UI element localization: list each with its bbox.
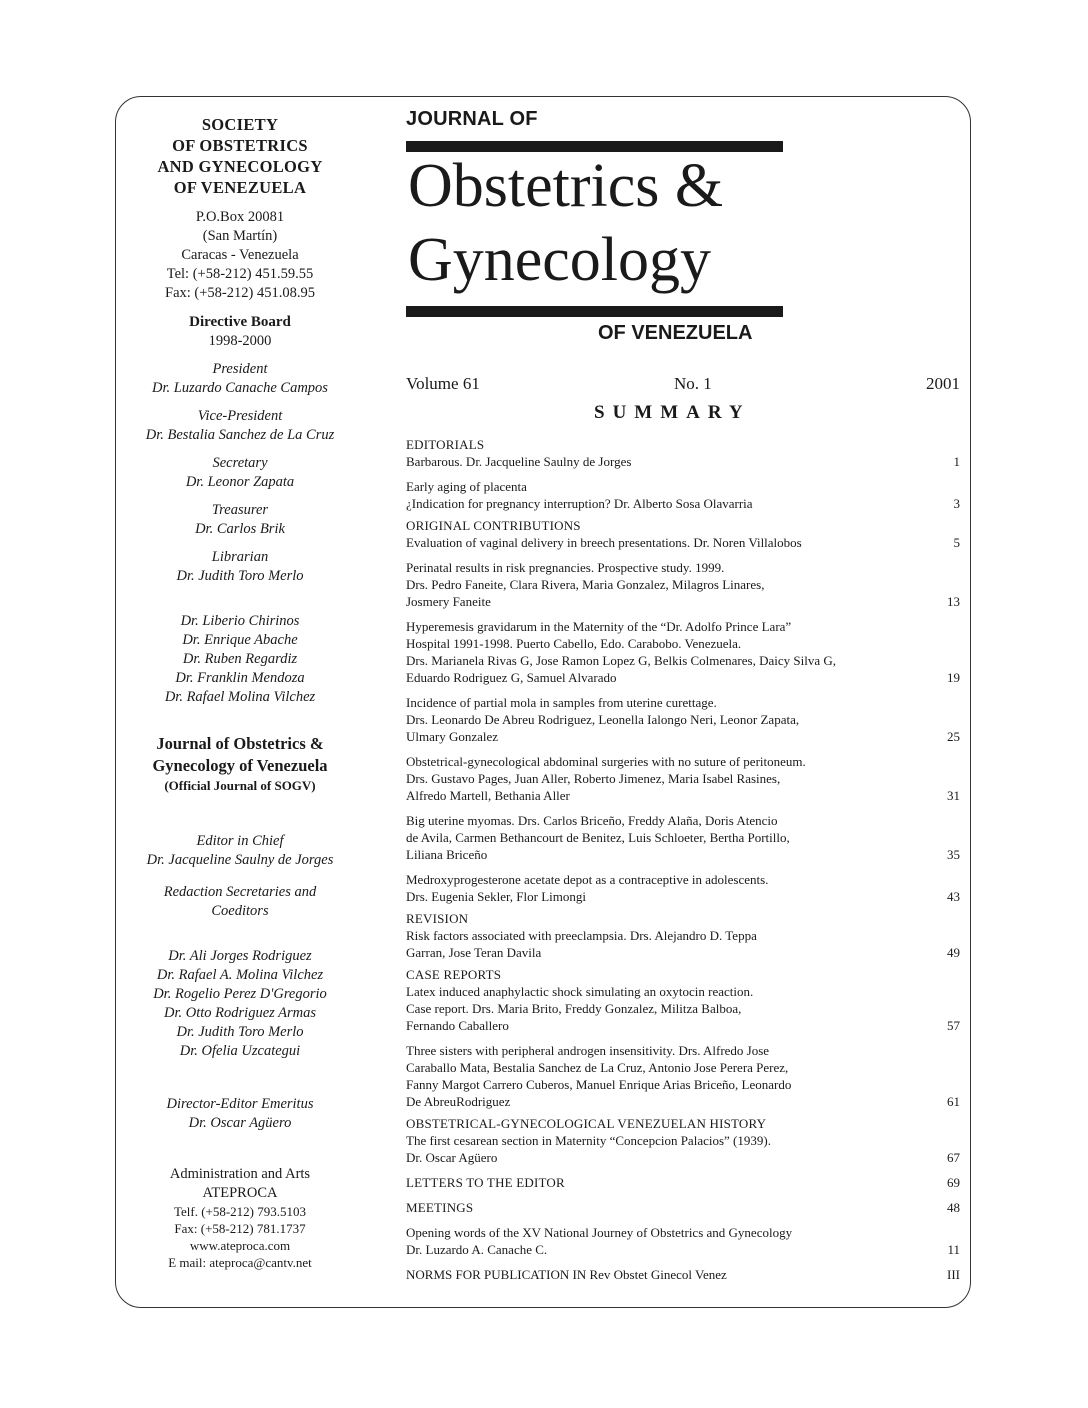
- issue-number: No. 1: [674, 374, 712, 393]
- toc-entry[interactable]: Three sisters with peripheral androgen insensitivity. Drs. Alfredo Jose Caraballo Mata, Bestalia Sanchez de La Cruz, Antonio Jose Perera Perez, Fanny Margot Carrero Cuberos, Manuel Enrique Arias Briceño, Leonardo De AbreuRodriguez 61: [406, 1043, 960, 1109]
- sidebar: [118, 114, 362, 1271]
- coeditors: [118, 947, 362, 1061]
- toc-entry[interactable]: MEETINGS 48: [406, 1200, 960, 1215]
- masthead: [406, 108, 966, 423]
- officer-name: Dr. Carlos Brik: [195, 521, 285, 537]
- journal-box-subtitle: (Official Journal of SOGV): [164, 778, 316, 793]
- officer-role: Librarian: [211, 549, 269, 565]
- editor-name: Dr. Jacqueline Saulny de Jorges: [146, 852, 334, 868]
- coeditor-name: Dr. Rafael A. Molina Vilchez: [156, 967, 324, 983]
- page-number: 67: [947, 1150, 960, 1165]
- toc-entry[interactable]: Obstetrical-gynecological abdominal surgeries with no suture of peritoneum. Drs. Gustavo Pages, Juan Aller, Roberto Jimenez, Maria Isabel Rasines, Alfredo Martell, Bethania Aller 31: [406, 754, 960, 803]
- coeditor-name: Dr. Ofelia Uzcategui: [179, 1043, 301, 1059]
- page-number: 5: [953, 535, 960, 550]
- toc-entry[interactable]: NORMS FOR PUBLICATION IN Rev Obstet Ginecol Venez III: [406, 1267, 960, 1282]
- society-address: P.O.Box 20081 (San Martín) Caracas - Venezuela Tel: (+58-212) 451.59.55 Fax: (+58-212) 451.08.95: [165, 209, 315, 301]
- of-venezuela-label: OF VENEZUELA: [598, 322, 753, 344]
- member-name: Dr. Enrique Abache: [182, 632, 298, 648]
- coeditor-name: Dr. Rogelio Perez D'Gregorio: [153, 986, 327, 1002]
- officer-role: Vice-President: [197, 408, 283, 424]
- officer-name: Dr. Leonor Zapata: [185, 474, 295, 490]
- coeditor-name: Dr. Ali Jorges Rodriguez: [168, 948, 312, 964]
- officer-role: President: [212, 361, 268, 377]
- admin-email: E mail: ateproca@cantv.net: [168, 1255, 312, 1270]
- page-number: 69: [947, 1175, 960, 1190]
- member-name: Dr. Liberio Chirinos: [180, 613, 300, 629]
- admin-web: www.ateproca.com: [189, 1238, 291, 1253]
- officer-role: Secretary: [212, 455, 268, 471]
- summary-heading: SUMMARY: [594, 402, 751, 423]
- page-number: 19: [947, 670, 960, 685]
- toc-entry[interactable]: Early aging of placenta ¿Indication for pregnancy interruption? Dr. Alberto Sosa Olavarria 3: [406, 479, 960, 511]
- toc-entry[interactable]: Perinatal results in risk pregnancies. Prospective study. 1999. Drs. Pedro Faneite, Clara Rivera, Maria Gonzalez, Milagros Linares, Josmery Faneite 13: [406, 560, 960, 609]
- volume-label: Volume 61: [406, 374, 480, 393]
- table-of-contents: [406, 436, 960, 1283]
- board-members: [118, 612, 362, 707]
- member-name: Dr. Ruben Regardiz: [182, 651, 298, 667]
- page-number: 61: [947, 1094, 960, 1109]
- editor-role: Editor in Chief: [196, 833, 284, 849]
- officer-name: Dr. Luzardo Canache Campos: [152, 380, 328, 396]
- section-heading: ORIGINAL CONTRIBUTIONS: [406, 518, 581, 533]
- section-heading: EDITORIALS: [406, 437, 485, 452]
- emeritus-name: Dr. Oscar Agüero: [188, 1115, 292, 1131]
- page-number: 13: [947, 594, 960, 609]
- admin-title: Administration and Arts: [169, 1166, 311, 1182]
- page-number: 25: [947, 729, 960, 744]
- journal-of-label: JOURNAL OF: [406, 108, 538, 130]
- member-name: Dr. Rafael Molina Vilchez: [164, 689, 316, 705]
- toc-entry[interactable]: Risk factors associated with preeclampsia. Drs. Alejandro D. Teppa Garran, Jose Teran Davila 49: [406, 928, 960, 960]
- toc-entry[interactable]: Barbarous. Dr. Jacqueline Saulny de Jorges 1: [406, 454, 960, 469]
- toc-entry[interactable]: LETTERS TO THE EDITOR 69: [406, 1175, 960, 1190]
- masthead-rule-bottom: [406, 306, 783, 317]
- toc-entry[interactable]: Latex induced anaphylactic shock simulating an oxytocin reaction. Case report. Drs. Maria Brito, Freddy Gonzalez, Militza Balboa, Fernando Caballero 57: [406, 984, 960, 1033]
- coeditor-name: Dr. Otto Rodriguez Armas: [164, 1005, 316, 1021]
- page-number: III: [947, 1267, 960, 1282]
- member-name: Dr. Franklin Mendoza: [175, 670, 305, 686]
- toc-entry[interactable]: The first cesarean section in Maternity “Concepcion Palacios” (1939). Dr. Oscar Agüero 67: [406, 1133, 960, 1165]
- journal-box-title: Journal of Obstetrics & Gynecology of Venezuela: [152, 734, 328, 775]
- emeritus-role: Director-Editor Emeritus: [166, 1096, 314, 1112]
- toc-entry[interactable]: Evaluation of vaginal delivery in breech presentations. Dr. Noren Villalobos 5: [406, 535, 960, 550]
- admin-company: ATEPROCA: [202, 1185, 278, 1201]
- emeritus: [118, 1095, 362, 1133]
- toc-entry[interactable]: Hyperemesis gravidarum in the Maternity of the “Dr. Adolfo Prince Lara” Hospital 1991-1998. Puerto Cabello, Edo. Carabobo. Venezuela. Drs. Marianela Rivas G, Jose Ramon Lopez G, Belkis Colmenares, Daicy Silva G, Eduardo Rodriguez G, Samuel Alvarado 19: [406, 619, 960, 685]
- admin-fax: Fax: (+58-212) 781.1737: [174, 1221, 306, 1236]
- toc-entry[interactable]: Medroxyprogesterone acetate depot as a contraceptive in adolescents. Drs. Eugenia Sekler, Flor Limongi 43: [406, 872, 960, 904]
- page-number: 3: [953, 496, 960, 511]
- page-number: 11: [947, 1242, 960, 1257]
- section-heading: OBSTETRICAL-GYNECOLOGICAL VENEZUELAN HISTORY: [406, 1116, 767, 1131]
- board-years: 1998-2000: [208, 333, 272, 349]
- page-number: 43: [947, 889, 960, 904]
- section-heading: CASE REPORTS: [406, 967, 502, 982]
- officer-name: Dr. Bestalia Sanchez de La Cruz: [145, 427, 335, 443]
- officer-name: Dr. Judith Toro Merlo: [176, 568, 304, 584]
- admin-block: [118, 1165, 362, 1271]
- page-number: 31: [947, 788, 960, 803]
- page-number: 57: [947, 1018, 960, 1033]
- toc-entry[interactable]: Big uterine myomas. Drs. Carlos Briceño, Freddy Alaña, Doris Atencio de Avila, Carmen Bethancourt de Benitez, Luis Schloeter, Bertha Portillo, Liliana Briceño 35: [406, 813, 960, 862]
- issue-year: 2001: [926, 374, 960, 393]
- masthead-title-line2: Gynecology: [408, 226, 712, 294]
- page-number: 48: [947, 1200, 960, 1215]
- page-number: 35: [947, 847, 960, 862]
- redaction-role: Redaction Secretaries and Coeditors: [163, 884, 317, 919]
- admin-tel: Telf. (+58-212) 793.5103: [173, 1204, 307, 1219]
- section-heading: REVISION: [406, 911, 469, 926]
- officer-role: Treasurer: [211, 502, 269, 518]
- board-title: Directive Board: [189, 314, 291, 330]
- masthead-title-line1: Obstetrics &: [408, 152, 724, 220]
- toc-entry[interactable]: Opening words of the XV National Journey of Obstetrics and Gynecology Dr. Luzardo A. Canache C. 11: [406, 1225, 960, 1257]
- toc-entry[interactable]: Incidence of partial mola in samples from uterine curettage. Drs. Leonardo De Abreu Rodriguez, Leonella Ialongo Neri, Leonor Zapata, Ulmary Gonzalez 25: [406, 695, 960, 744]
- society-name: SOCIETY OF OBSTETRICS AND GYNECOLOGY OF VENEZUELA: [157, 115, 323, 197]
- coeditor-name: Dr. Judith Toro Merlo: [176, 1024, 304, 1040]
- page-number: 1: [953, 454, 960, 469]
- page-number: 49: [947, 945, 960, 960]
